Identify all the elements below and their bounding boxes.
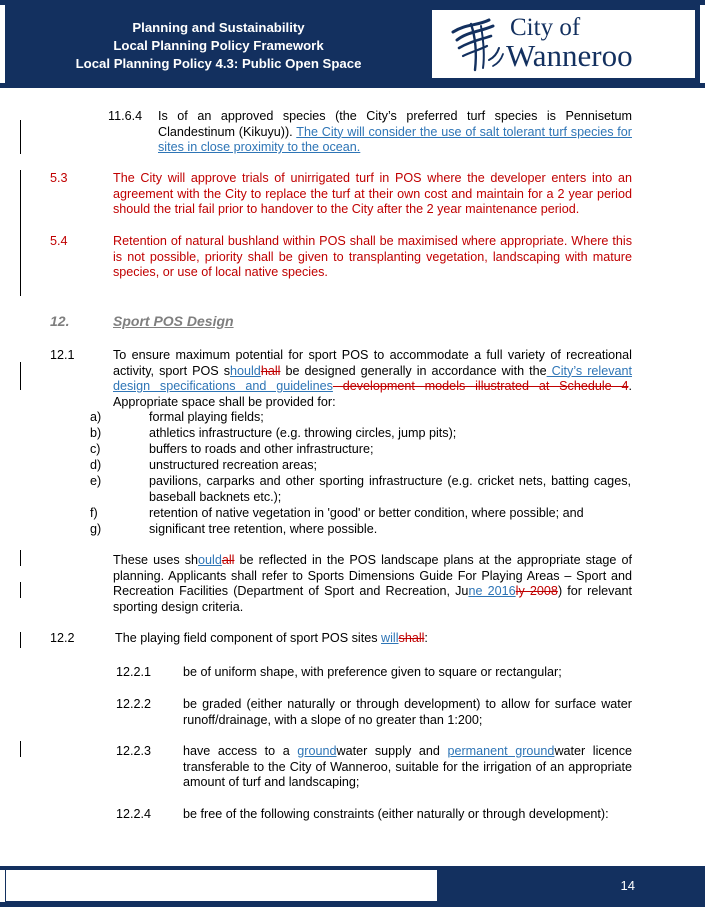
text-run: water licence transferable to the City of Wanneroo, suitable for the irrigation of an appropriate amount of turf and landscaping; [183,744,633,790]
clause-number: 12.2.1 [116,665,152,679]
logo-text-city-of: City of [510,14,581,41]
text-run: ) for relevant sporting design criteria. [113,584,632,614]
clause-text: be free of the following constraints (either naturally or through development): [183,807,609,821]
change-bar [20,632,21,648]
text-run: The playing field component of sport POS sites [115,631,382,645]
inserted-text: permanent ground [447,744,555,758]
clause-text-run: Is of an approved species (the City’s preferred turf species is Pennisetum Clandestinum (Kikuyu)). [158,109,632,139]
clause-number: 12.2.3 [116,744,152,758]
clause-text [158,109,632,156]
inserted-text: will [381,631,399,645]
clause-text [113,348,632,410]
list-text: significant tree retention, where possible. [149,522,378,536]
text-run: These uses sh [113,553,199,567]
inserted-text: ne 2016 [468,584,516,599]
deleted-text: development models illustrated at Schedule 4 [332,379,629,394]
list-text: unstructured recreation areas; [149,458,318,472]
clause-number: 12.2 [50,631,75,645]
text-run: be designed generally in accordance with the [280,363,547,378]
list-label: e) [90,474,102,488]
clause-text [115,631,632,647]
list-text: athletics infrastructure (e.g. throwing circles, jump pits); [149,426,457,440]
text-run: have access to a [183,744,298,758]
inserted-text: The City will consider the use of salt tolerant turf species for sites in close proximity to the ocean. [158,124,632,155]
footer-left-block [5,870,437,902]
logo-text-wanneroo: Wanneroo [506,38,633,73]
change-bar [20,741,21,757]
list-text: retention of native vegetation in 'good' or better condition, where possible; and [149,506,584,520]
clause-number: 12.2.2 [116,697,152,711]
clause-text: The City will approve trials of unirrigated turf in POS where the developer enters into an agreement with the City to replace the turf at their own cost and maintain for a 2 year period should the trial fail prior to handover to the City after the 2 year maintenance period. [113,171,632,217]
inserted-text: hould [230,363,261,378]
footer-bottom-rule [0,902,705,907]
deleted-text: all [221,553,235,567]
change-bar [20,170,21,296]
clause-number: 5.3 [50,171,68,185]
list-text: pavilions, carparks and other sporting infrastructure (e.g. cricket nets, batting cages, baseball backnets etc.); [149,474,631,504]
list-label: f) [90,506,98,520]
change-bar [20,550,21,566]
list-label: a) [90,410,102,424]
list-label: b) [90,426,102,440]
text-run: be reflected in the POS landscape plans at the appropriate stage of planning. Applicants shall refer to Sports Dimensions Guide For Playing Areas – Sport and Recreation Facilities (Department of Sport and Recreation, Ju [113,553,633,599]
inserted-text: ground [297,744,337,758]
clause-number: 12.2.4 [116,807,152,821]
list-label: g) [90,522,102,536]
page-header [0,0,705,88]
text-run: : [424,631,428,645]
text-run: To ensure maximum potential for sport POS to accommodate a full variety of recreational activity, sport POS s [113,348,632,378]
section-number: 12. [50,313,70,329]
list-label: c) [90,442,101,456]
clause-text [183,744,632,791]
footer-page-block [437,870,705,902]
header-framework: Local Planning Policy Framework [113,38,324,53]
deleted-text: shall [398,631,425,645]
text-run: water supply and [336,744,448,758]
header-department: Planning and Sustainability [132,20,305,35]
list-text: formal playing fields; [149,410,264,424]
list-label: d) [90,458,102,472]
clause-text: Retention of natural bushland within POS shall be maximised where appropriate. Where this is not possible, priority shall be given to transplanting vegetation, landscaping with mature species, or use of local native species. [113,234,632,280]
list-text: buffers to roads and other infrastructure; [149,442,374,456]
clause-text: be graded (either naturally or through development) to allow for surface water runoff/drainage, with a slope of no greater than 1:200; [183,697,632,727]
clause-text: be of uniform shape, with preference given to square or rectangular; [183,665,562,679]
document-body [0,88,705,868]
clause-number: 11.6.4 [108,109,143,123]
text-run: . Appropriate space shall be provided for: [113,379,633,409]
change-bar [20,582,21,598]
deleted-text: ly 2008 [515,584,558,599]
city-logo-icon [445,14,505,74]
inserted-text: ould [198,553,222,567]
inserted-text: City’s relevant design specifications and guidelines [113,363,633,394]
clause-number: 12.1 [50,348,75,362]
clause-12-1-paragraph-2 [113,553,632,615]
deleted-text: hall [260,363,281,378]
page-number: 14 [620,878,635,893]
change-bar [20,362,21,390]
header-title-block [5,5,432,83]
header-policy-title: Local Planning Policy 4.3: Public Open Space [75,56,362,71]
change-bar [20,120,21,154]
clause-number: 5.4 [50,234,68,248]
section-heading: Sport POS Design [113,313,234,329]
